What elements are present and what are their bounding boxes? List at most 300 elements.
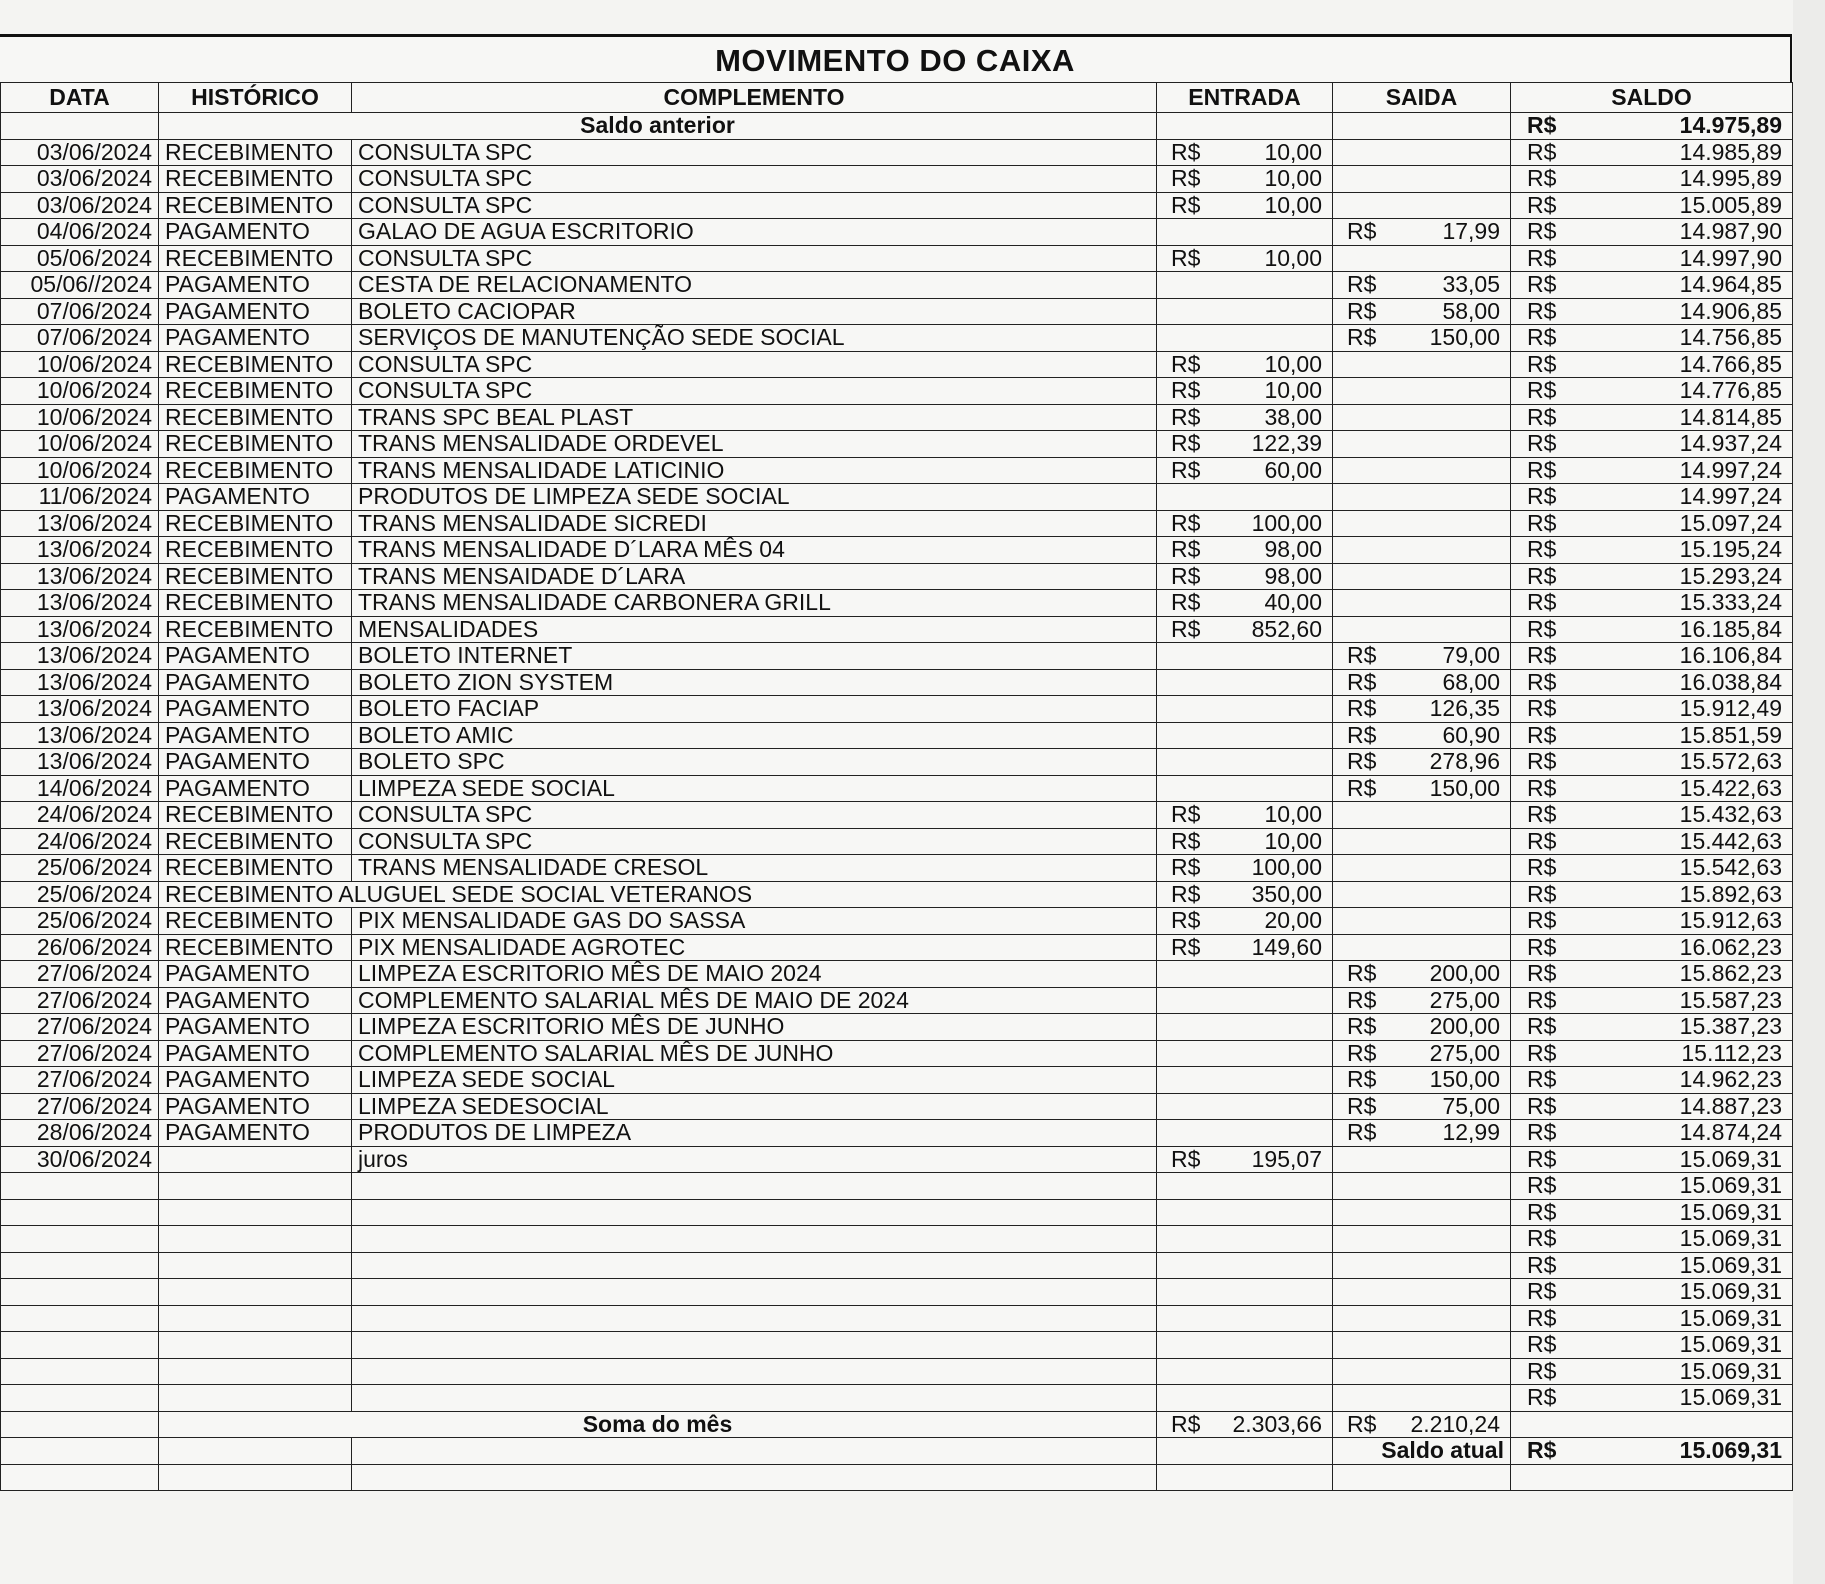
cell-entrada — [1157, 669, 1333, 696]
cell-complemento: BOLETO CACIOPAR — [352, 298, 1157, 325]
cell-saida — [1333, 1014, 1511, 1041]
cell-saida — [1333, 431, 1511, 458]
currency-label: R$ — [1171, 377, 1201, 404]
table-row — [1, 351, 1793, 378]
cell-entrada — [1157, 484, 1333, 511]
cell-data: 05/06//2024 — [1, 272, 159, 299]
table-row — [1, 775, 1793, 802]
cell-historico: RECEBIMENTO — [159, 431, 352, 458]
cell-saida — [1333, 166, 1511, 193]
saldo-atual-label: Saldo atual — [1333, 1438, 1511, 1465]
entrada-value: 10,00 — [1264, 191, 1322, 218]
cell-data: 03/06/2024 — [1, 139, 159, 166]
currency-label: R$ — [1527, 1119, 1557, 1146]
cell-complemento: TRANS MENSALIDADE CRESOL — [352, 855, 1157, 882]
table-row — [1, 378, 1793, 405]
soma-entrada-value: 2.303,66 — [1232, 1410, 1322, 1437]
cell-saida — [1333, 1305, 1511, 1332]
cell-historico — [159, 1464, 352, 1491]
cell-saida — [1333, 1332, 1511, 1359]
cell-saida — [1333, 802, 1511, 829]
cell-data — [1, 1173, 159, 1200]
cell-saida — [1333, 1385, 1511, 1412]
currency-label: R$ — [1171, 907, 1201, 934]
saldo-value: 15.069,31 — [1679, 1331, 1782, 1358]
currency-label: R$ — [1527, 1304, 1557, 1331]
cell-data: 13/06/2024 — [1, 669, 159, 696]
cell-entrada — [1157, 1226, 1333, 1253]
currency-label: R$ — [1527, 456, 1557, 483]
header-entrada: ENTRADA — [1157, 83, 1333, 113]
entrada-value: 122,39 — [1251, 430, 1322, 457]
currency-label: R$ — [1527, 483, 1557, 510]
currency-label: R$ — [1527, 562, 1557, 589]
currency-label: R$ — [1527, 1357, 1557, 1384]
cell-complemento: TRANS SPC BEAL PLAST — [352, 404, 1157, 431]
cell-historico: RECEBIMENTO — [159, 245, 352, 272]
table-row — [1, 643, 1793, 670]
cell-complemento: CESTA DE RELACIONAMENTO — [352, 272, 1157, 299]
currency-label: R$ — [1527, 986, 1557, 1013]
saldo-value: 14.776,85 — [1679, 377, 1782, 404]
currency-label: R$ — [1527, 509, 1557, 536]
cell-complemento: CONSULTA SPC — [352, 378, 1157, 405]
currency-label: R$ — [1347, 721, 1377, 748]
cell-entrada — [1157, 404, 1333, 431]
currency-label: R$ — [1347, 960, 1377, 987]
cell-entrada — [1157, 749, 1333, 776]
cell-complemento — [352, 1464, 1157, 1491]
header-saldo: SALDO — [1511, 83, 1793, 113]
currency-label: R$ — [1527, 244, 1557, 271]
cell-data: 07/06/2024 — [1, 298, 159, 325]
cell-saida — [1333, 1040, 1511, 1067]
cell-data: 27/06/2024 — [1, 1040, 159, 1067]
cell-entrada — [1157, 219, 1333, 246]
cell-data — [1, 1305, 159, 1332]
currency-label: R$ — [1171, 456, 1201, 483]
cell-saldo — [1511, 961, 1793, 988]
cell-saida — [1333, 775, 1511, 802]
cell-data — [1, 1385, 159, 1412]
cell-entrada — [1157, 1093, 1333, 1120]
saldo-value: 15.442,63 — [1679, 827, 1782, 854]
table-row — [1, 510, 1793, 537]
cell-saida — [1333, 272, 1511, 299]
table-row — [1, 563, 1793, 590]
cell-entrada — [1157, 1040, 1333, 1067]
cell-saldo — [1511, 245, 1793, 272]
saldo-value: 15.851,59 — [1679, 721, 1782, 748]
cell-data — [1, 1279, 159, 1306]
currency-label: R$ — [1171, 244, 1201, 271]
cell-saldo — [1511, 351, 1793, 378]
entrada-value: 20,00 — [1264, 907, 1322, 934]
cell-entrada — [1157, 590, 1333, 617]
cell-historico: RECEBIMENTO — [159, 828, 352, 855]
table-row — [1, 1199, 1793, 1226]
cell-entrada — [1157, 855, 1333, 882]
currency-label: R$ — [1527, 1384, 1557, 1411]
currency-label: R$ — [1527, 536, 1557, 563]
cell-complemento — [352, 1173, 1157, 1200]
table-row — [1, 722, 1793, 749]
cell-complemento: PIX MENSALIDADE GAS DO SASSA — [352, 908, 1157, 935]
currency-label: R$ — [1527, 695, 1557, 722]
currency-label: R$ — [1527, 1172, 1557, 1199]
saldo-value: 15.293,24 — [1679, 562, 1782, 589]
cell-saldo — [1511, 1226, 1793, 1253]
cell-saldo — [1511, 934, 1793, 961]
cell-historico: PAGAMENTO — [159, 1040, 352, 1067]
saldo-value: 14.985,89 — [1679, 138, 1782, 165]
currency-label: R$ — [1527, 1278, 1557, 1305]
table-row — [1, 1226, 1793, 1253]
cell-saldo — [1511, 1040, 1793, 1067]
cell-historico: PAGAMENTO — [159, 722, 352, 749]
cell-saldo — [1511, 1411, 1793, 1438]
cell-data: 10/06/2024 — [1, 351, 159, 378]
header-row — [1, 83, 1793, 113]
saldo-value: 15.097,24 — [1679, 509, 1782, 536]
cell-data — [1, 1332, 159, 1359]
cell-complemento: CONSULTA SPC — [352, 139, 1157, 166]
entrada-value: 98,00 — [1264, 562, 1322, 589]
currency-label: R$ — [1347, 297, 1377, 324]
sheet-title: MOVIMENTO DO CAIXA — [0, 34, 1792, 82]
saida-value: 150,00 — [1429, 1066, 1500, 1093]
cell-complemento: LIMPEZA SEDE SOCIAL — [352, 1067, 1157, 1094]
currency-label: R$ — [1347, 695, 1377, 722]
cell-data: 25/06/2024 — [1, 855, 159, 882]
cell-historico: PAGAMENTO — [159, 1014, 352, 1041]
cell-complemento: CONSULTA SPC — [352, 828, 1157, 855]
cell-data — [1, 1411, 159, 1438]
cell-saida — [1333, 113, 1511, 140]
currency-label: R$ — [1171, 165, 1201, 192]
table-row — [1, 404, 1793, 431]
cell-entrada — [1157, 192, 1333, 219]
cell-historico: PAGAMENTO — [159, 749, 352, 776]
currency-label: R$ — [1347, 774, 1377, 801]
cell-saldo — [1511, 1464, 1793, 1491]
cell-data: 25/06/2024 — [1, 881, 159, 908]
table-row — [1, 1120, 1793, 1147]
cell-saldo — [1511, 166, 1793, 193]
cell-historico-complemento — [159, 881, 1157, 908]
currency-label: R$ — [1171, 191, 1201, 218]
table-row — [1, 961, 1793, 988]
currency-label: R$ — [1527, 377, 1557, 404]
cell-entrada — [1157, 351, 1333, 378]
cell-complemento: PRODUTOS DE LIMPEZA SEDE SOCIAL — [352, 484, 1157, 511]
cell-saldo — [1511, 881, 1793, 908]
currency-label: R$ — [1347, 324, 1377, 351]
cell-saida — [1333, 590, 1511, 617]
cell-entrada — [1157, 1014, 1333, 1041]
saldo-value: 16.106,84 — [1679, 642, 1782, 669]
cell-historico: PAGAMENTO — [159, 325, 352, 352]
cell-historico: RECEBIMENTO — [159, 166, 352, 193]
table-row — [1, 696, 1793, 723]
currency-label: R$ — [1171, 827, 1201, 854]
cell-data: 10/06/2024 — [1, 404, 159, 431]
cell-data: 26/06/2024 — [1, 934, 159, 961]
currency-label: R$ — [1527, 1251, 1557, 1278]
cell-complemento: CONSULTA SPC — [352, 166, 1157, 193]
saldo-value: 15.069,31 — [1679, 1357, 1782, 1384]
cell-data: 07/06/2024 — [1, 325, 159, 352]
currency-label: R$ — [1347, 1013, 1377, 1040]
cell-entrada — [1157, 1464, 1333, 1491]
cell-historico: RECEBIMENTO — [159, 457, 352, 484]
cell-saldo — [1511, 139, 1793, 166]
saldo-value: 14.997,24 — [1679, 483, 1782, 510]
currency-label: R$ — [1171, 880, 1201, 907]
cell-complemento: CONSULTA SPC — [352, 245, 1157, 272]
saida-value: 200,00 — [1429, 960, 1500, 987]
cell-saldo — [1511, 272, 1793, 299]
cell-saida — [1333, 908, 1511, 935]
currency-label: R$ — [1171, 350, 1201, 377]
saldo-value: 15.542,63 — [1679, 854, 1782, 881]
cell-saldo — [1511, 696, 1793, 723]
cell-complemento: BOLETO SPC — [352, 749, 1157, 776]
cell-historico: PAGAMENTO — [159, 775, 352, 802]
currency-label: R$ — [1171, 615, 1201, 642]
cell-entrada — [1157, 1146, 1333, 1173]
table-row — [1, 325, 1793, 352]
saldo-value: 14.814,85 — [1679, 403, 1782, 430]
cell-data: 24/06/2024 — [1, 802, 159, 829]
currency-label: R$ — [1527, 748, 1557, 775]
cell-saida — [1333, 1279, 1511, 1306]
currency-label: R$ — [1527, 1013, 1557, 1040]
cell-entrada — [1157, 802, 1333, 829]
cell-entrada — [1157, 1252, 1333, 1279]
cell-data — [1, 1226, 159, 1253]
cell-entrada — [1157, 510, 1333, 537]
saida-value: 75,00 — [1442, 1092, 1500, 1119]
cell-entrada — [1157, 616, 1333, 643]
saldo-value: 15.422,63 — [1679, 774, 1782, 801]
cell-saldo — [1511, 537, 1793, 564]
cell-data: 27/06/2024 — [1, 987, 159, 1014]
cell-data: 13/06/2024 — [1, 722, 159, 749]
cell-saida — [1333, 298, 1511, 325]
saldo-value: 14.995,89 — [1679, 165, 1782, 192]
cell-complemento: PRODUTOS DE LIMPEZA — [352, 1120, 1157, 1147]
currency-label: R$ — [1347, 1119, 1377, 1146]
saldo-value: 15.069,31 — [1679, 1384, 1782, 1411]
cell-saldo — [1511, 1438, 1793, 1465]
cell-data: 10/06/2024 — [1, 431, 159, 458]
currency-label: R$ — [1527, 403, 1557, 430]
cell-saldo — [1511, 749, 1793, 776]
cell-complemento: MENSALIDADES — [352, 616, 1157, 643]
cell-complemento — [352, 1226, 1157, 1253]
cell-complemento: SERVIÇOS DE MANUTENÇÃO SEDE SOCIAL — [352, 325, 1157, 352]
currency-label: R$ — [1171, 1410, 1201, 1437]
currency-label: R$ — [1171, 509, 1201, 536]
cell-complemento: CONSULTA SPC — [352, 802, 1157, 829]
saldo-anterior-row — [1, 113, 1793, 140]
saldo-value: 15.333,24 — [1679, 589, 1782, 616]
cell-saldo — [1511, 1385, 1793, 1412]
saldo-anterior-label: Saldo anterior — [159, 113, 1157, 140]
header-data: DATA — [1, 83, 159, 113]
cell-saldo — [1511, 590, 1793, 617]
currency-label: R$ — [1347, 271, 1377, 298]
cell-saldo — [1511, 1067, 1793, 1094]
cell-saida — [1333, 616, 1511, 643]
saldo-value: 14.874,24 — [1679, 1119, 1782, 1146]
table-row — [1, 749, 1793, 776]
saida-value: 17,99 — [1442, 218, 1500, 245]
cell-saida — [1333, 404, 1511, 431]
cell-saida — [1333, 749, 1511, 776]
cell-data: 13/06/2024 — [1, 510, 159, 537]
saldo-value: 15.005,89 — [1679, 191, 1782, 218]
cell-saldo — [1511, 1014, 1793, 1041]
saldo-value: 16.038,84 — [1679, 668, 1782, 695]
currency-label: R$ — [1527, 960, 1557, 987]
saldo-value: 14.887,23 — [1679, 1092, 1782, 1119]
cell-historico: RECEBIMENTO — [159, 563, 352, 590]
cash-movement-sheet — [0, 34, 1792, 1491]
entrada-value: 10,00 — [1264, 138, 1322, 165]
saida-value: 58,00 — [1442, 297, 1500, 324]
cell-historico — [159, 1332, 352, 1359]
cell-complemento: BOLETO INTERNET — [352, 643, 1157, 670]
cell-historico: PAGAMENTO — [159, 1067, 352, 1094]
currency-label: R$ — [1527, 801, 1557, 828]
cell-saldo — [1511, 669, 1793, 696]
currency-label: R$ — [1527, 933, 1557, 960]
cell-entrada — [1157, 166, 1333, 193]
saida-value: 150,00 — [1429, 324, 1500, 351]
cell-historico: RECEBIMENTO — [159, 537, 352, 564]
cell-data — [1, 113, 159, 140]
saldo-value: 15.195,24 — [1679, 536, 1782, 563]
cell-complemento — [352, 1438, 1157, 1465]
saldo-value: 15.069,31 — [1679, 1172, 1782, 1199]
table-row — [1, 1173, 1793, 1200]
cell-historico — [159, 1279, 352, 1306]
cell-saida — [1333, 987, 1511, 1014]
soma-do-mes-label: Soma do mês — [159, 1411, 1157, 1438]
cell-entrada — [1157, 1438, 1333, 1465]
saldo-value: 15.069,31 — [1679, 1251, 1782, 1278]
currency-label: R$ — [1527, 271, 1557, 298]
table-row — [1, 828, 1793, 855]
cell-saida — [1333, 1199, 1511, 1226]
cell-data — [1, 1252, 159, 1279]
currency-label: R$ — [1527, 1331, 1557, 1358]
cell-historico: RECEBIMENTO — [159, 934, 352, 961]
cell-historico — [159, 1226, 352, 1253]
cell-saida — [1333, 1464, 1511, 1491]
entrada-value: 60,00 — [1264, 456, 1322, 483]
cell-entrada — [1157, 457, 1333, 484]
table-row — [1, 881, 1793, 908]
cell-entrada — [1157, 643, 1333, 670]
entrada-value: 100,00 — [1251, 854, 1322, 881]
saldo-value: 14.987,90 — [1679, 218, 1782, 245]
currency-label: R$ — [1527, 721, 1557, 748]
cell-historico — [159, 1305, 352, 1332]
table-row — [1, 166, 1793, 193]
cell-data — [1, 1199, 159, 1226]
cell-historico: PAGAMENTO — [159, 272, 352, 299]
table-row — [1, 590, 1793, 617]
table-row — [1, 537, 1793, 564]
cell-historico — [159, 1385, 352, 1412]
cell-saida — [1333, 961, 1511, 988]
currency-label: R$ — [1527, 1198, 1557, 1225]
cell-saida — [1333, 696, 1511, 723]
cell-data: 13/06/2024 — [1, 616, 159, 643]
currency-label: R$ — [1527, 589, 1557, 616]
saldo-value: 15.587,23 — [1679, 986, 1782, 1013]
cell-saida — [1333, 378, 1511, 405]
cell-complemento: LIMPEZA SEDE SOCIAL — [352, 775, 1157, 802]
cell-entrada — [1157, 378, 1333, 405]
currency-label: R$ — [1347, 668, 1377, 695]
cell-historico — [159, 1146, 352, 1173]
cell-complemento: LIMPEZA ESCRITORIO MÊS DE JUNHO — [352, 1014, 1157, 1041]
cell-saldo — [1511, 1120, 1793, 1147]
cell-saida — [1333, 192, 1511, 219]
cell-complemento: COMPLEMENTO SALARIAL MÊS DE JUNHO — [352, 1040, 1157, 1067]
cell-saldo — [1511, 457, 1793, 484]
cell-entrada — [1157, 1173, 1333, 1200]
currency-label: R$ — [1347, 1039, 1377, 1066]
currency-label: R$ — [1527, 642, 1557, 669]
cell-historico — [159, 1173, 352, 1200]
cell-data: 27/06/2024 — [1, 961, 159, 988]
saida-value: 278,96 — [1429, 748, 1500, 775]
currency-label: R$ — [1527, 324, 1557, 351]
saldo-value: 15.069,31 — [1679, 1225, 1782, 1252]
currency-label: R$ — [1527, 1225, 1557, 1252]
saida-value: 150,00 — [1429, 774, 1500, 801]
cell-saida — [1333, 351, 1511, 378]
saldo-value: 14.962,23 — [1679, 1066, 1782, 1093]
cell-saldo — [1511, 855, 1793, 882]
cell-entrada — [1157, 1305, 1333, 1332]
page-edge — [1793, 0, 1825, 1584]
currency-label: R$ — [1527, 430, 1557, 457]
cell-entrada — [1157, 1385, 1333, 1412]
cell-complemento: LIMPEZA ESCRITORIO MÊS DE MAIO 2024 — [352, 961, 1157, 988]
cell-saida — [1333, 510, 1511, 537]
cell-entrada — [1157, 722, 1333, 749]
cell-complemento: TRANS MENSALIDADE LATICINIO — [352, 457, 1157, 484]
entrada-value: 98,00 — [1264, 536, 1322, 563]
cell-complemento — [352, 1358, 1157, 1385]
cell-data: 13/06/2024 — [1, 537, 159, 564]
currency-label: R$ — [1171, 933, 1201, 960]
table-row — [1, 616, 1793, 643]
cell-complemento: PIX MENSALIDADE AGROTEC — [352, 934, 1157, 961]
cell-data: 28/06/2024 — [1, 1120, 159, 1147]
cell-data: 03/06/2024 — [1, 166, 159, 193]
cell-complemento — [352, 1279, 1157, 1306]
currency-label: R$ — [1171, 1145, 1201, 1172]
cell-historico: RECEBIMENTO — [159, 908, 352, 935]
cell-saldo — [1511, 1332, 1793, 1359]
